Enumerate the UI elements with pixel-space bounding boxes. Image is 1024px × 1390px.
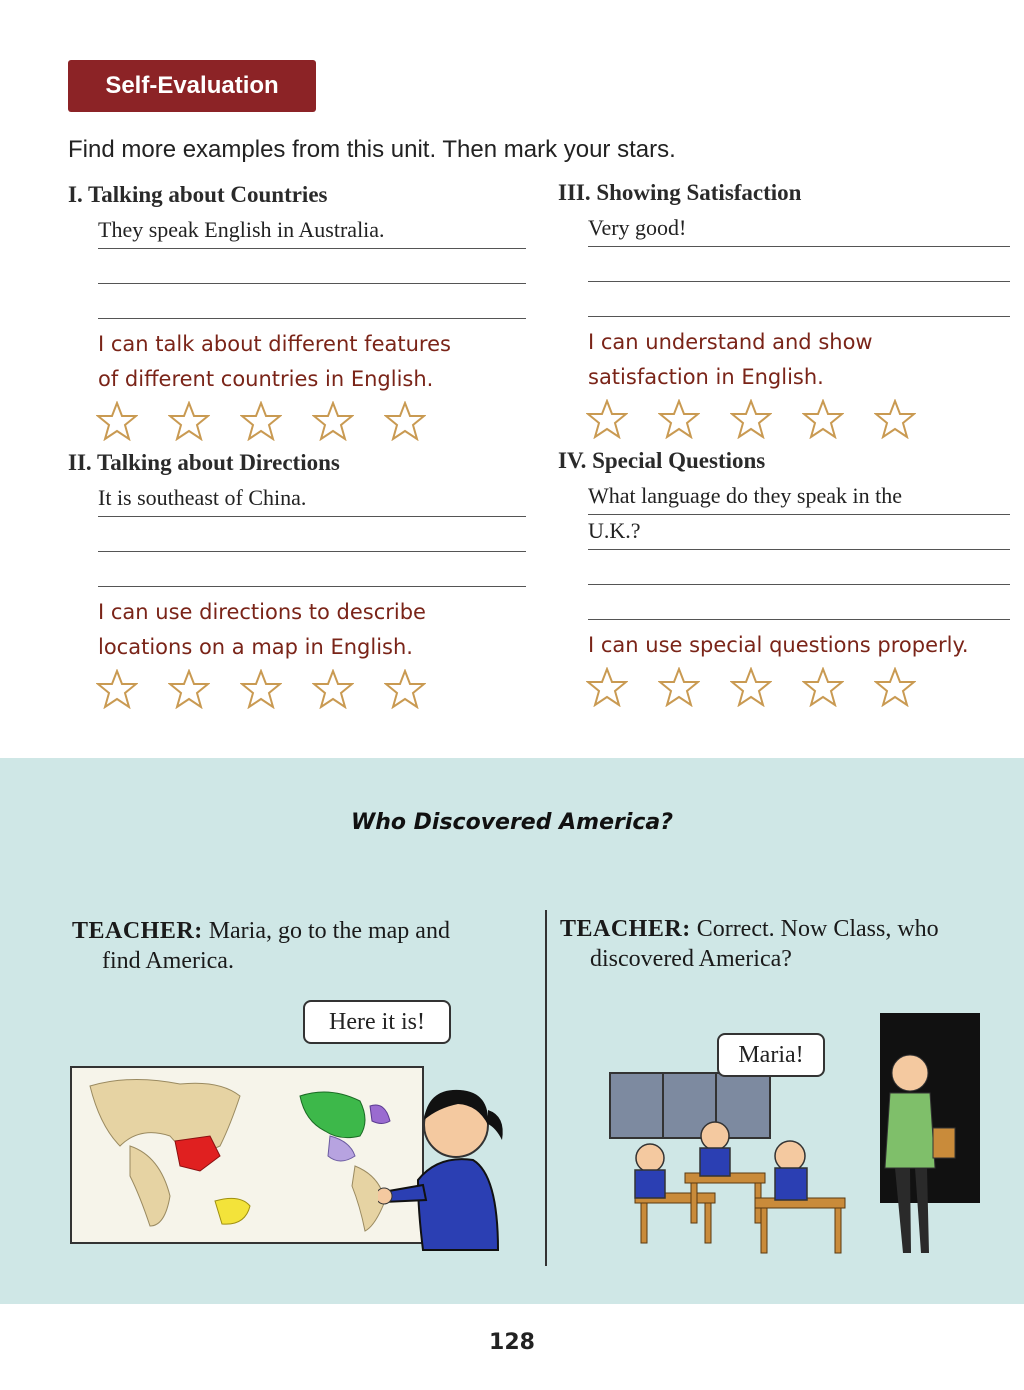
example-line[interactable] bbox=[98, 552, 526, 587]
star-icon[interactable] bbox=[802, 667, 844, 707]
example-line[interactable] bbox=[98, 284, 526, 319]
example-line[interactable]: It is southeast of China. bbox=[98, 482, 526, 517]
star-icon[interactable] bbox=[96, 401, 138, 441]
example-line[interactable]: What language do they speak in the bbox=[588, 480, 1010, 515]
section-title: III. Showing Satisfaction bbox=[558, 180, 802, 205]
page-number: 128 bbox=[489, 1330, 535, 1355]
section-showing-satisfaction bbox=[558, 180, 1010, 439]
example-line[interactable] bbox=[98, 249, 526, 284]
self-evaluation-badge: Self-Evaluation bbox=[68, 60, 316, 112]
star-icon[interactable] bbox=[384, 401, 426, 441]
star-icon[interactable] bbox=[312, 401, 354, 441]
panel-divider bbox=[545, 910, 547, 1266]
star-icon[interactable] bbox=[240, 669, 282, 709]
star-icon[interactable] bbox=[312, 669, 354, 709]
speech-bubble-maria: Maria! bbox=[717, 1033, 825, 1077]
left-dialog bbox=[72, 916, 532, 976]
star-icon[interactable] bbox=[730, 667, 772, 707]
example-line[interactable]: Very good! bbox=[588, 212, 1010, 247]
star-icon[interactable] bbox=[874, 667, 916, 707]
example-line[interactable] bbox=[588, 247, 1010, 282]
star-icon[interactable] bbox=[658, 399, 700, 439]
can-do-line: of different countries in English. bbox=[98, 367, 434, 391]
can-do-statement bbox=[588, 628, 1010, 663]
dialog-line: discovered America? bbox=[590, 946, 792, 972]
star-icon[interactable] bbox=[96, 669, 138, 709]
star-icon[interactable] bbox=[168, 401, 210, 441]
student-girl-illustration bbox=[378, 1080, 518, 1260]
can-do-line: locations on a map in English. bbox=[98, 635, 413, 659]
star-icon[interactable] bbox=[874, 399, 916, 439]
dialog-text: Correct. Now Class, who bbox=[696, 916, 939, 942]
can-do-line: satisfaction in English. bbox=[588, 365, 824, 389]
world-map-illustration bbox=[70, 1066, 430, 1248]
star-icon[interactable] bbox=[802, 399, 844, 439]
star-rating bbox=[96, 401, 526, 441]
dialog-line: find America. bbox=[102, 948, 234, 974]
example-line[interactable]: They speak English in Australia. bbox=[98, 214, 526, 249]
section-special-questions bbox=[558, 448, 1010, 707]
section-title: II. Talking about Directions bbox=[68, 450, 340, 475]
speaker-label: TEACHER: bbox=[72, 918, 203, 944]
section-title: I. Talking about Countries bbox=[68, 182, 328, 207]
dialog-line bbox=[72, 916, 532, 946]
speech-bubble-here-it-is: Here it is! bbox=[303, 1000, 451, 1044]
speaker-label: TEACHER: bbox=[560, 916, 691, 942]
star-rating bbox=[586, 399, 1010, 439]
can-do-statement bbox=[588, 325, 1010, 395]
can-do-line: I can talk about different features bbox=[98, 332, 451, 356]
example-line[interactable] bbox=[588, 282, 1010, 317]
can-do-line: I can use directions to describe bbox=[98, 600, 426, 624]
example-line[interactable] bbox=[588, 585, 1010, 620]
star-rating bbox=[96, 669, 526, 709]
example-line[interactable] bbox=[98, 517, 526, 552]
star-icon[interactable] bbox=[240, 401, 282, 441]
star-icon[interactable] bbox=[586, 667, 628, 707]
can-do-statement bbox=[98, 327, 526, 397]
story-title: Who Discovered America? bbox=[350, 810, 674, 835]
star-icon[interactable] bbox=[168, 669, 210, 709]
can-do-line: I can understand and show bbox=[588, 330, 873, 354]
instruction-text: Find more examples from this unit. Then mark your stars. bbox=[68, 136, 676, 163]
section-talking-about-directions bbox=[68, 450, 526, 709]
star-icon[interactable] bbox=[586, 399, 628, 439]
example-line[interactable] bbox=[588, 550, 1010, 585]
comic-story-panel bbox=[0, 758, 1024, 1304]
section-title: IV. Special Questions bbox=[558, 448, 766, 473]
can-do-statement bbox=[98, 595, 526, 665]
example-line[interactable]: U.K.? bbox=[588, 515, 1010, 550]
star-rating bbox=[586, 667, 1010, 707]
section-talking-about-countries bbox=[68, 182, 526, 441]
star-icon[interactable] bbox=[384, 669, 426, 709]
can-do-line: I can use special questions properly. bbox=[588, 633, 969, 657]
dialog-line bbox=[560, 914, 1010, 944]
star-icon[interactable] bbox=[658, 667, 700, 707]
star-icon[interactable] bbox=[730, 399, 772, 439]
dialog-text: Maria, go to the map and bbox=[208, 918, 450, 944]
right-dialog bbox=[560, 914, 1010, 974]
